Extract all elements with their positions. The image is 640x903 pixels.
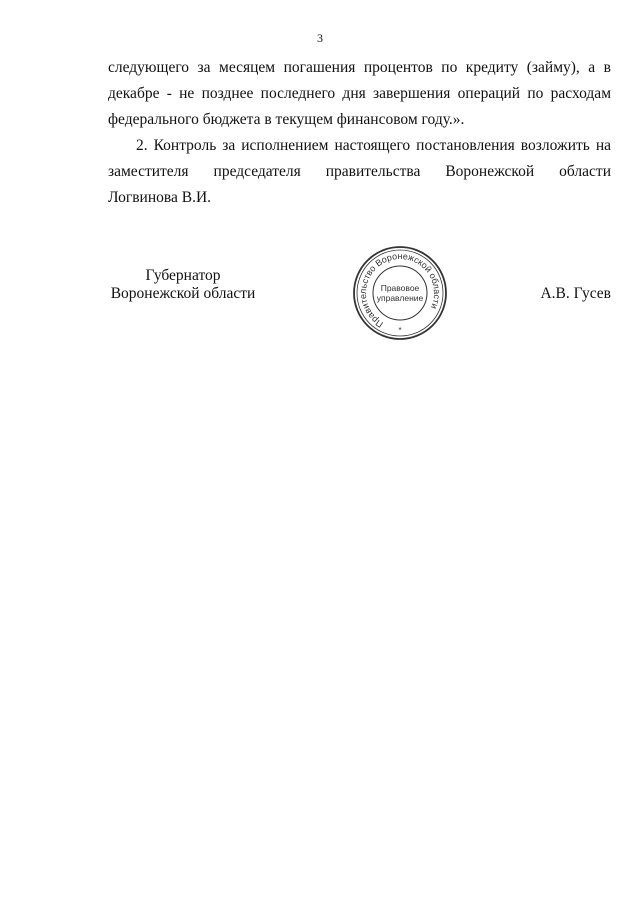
seal-ring-text: Правительство Воронежской области [357,250,443,330]
paragraph-1-line-1: следующего за месяцем погашения процентов по кредиту (займу), а в [108,59,611,76]
page-number: 3 [317,31,323,45]
paragraph-2-line-3: Логвинова В.И. [108,189,212,206]
signer-name: А.В. Гусев [540,285,611,302]
official-seal [352,245,448,341]
signer-title-line-1: Губернатор [145,267,221,284]
seal-graphic [352,245,448,341]
seal-center-line-1: Правовое [380,283,420,293]
paragraph-1-line-3: федерального бюджета в текущем финансовом году.». [108,111,465,128]
seal-center-line-2: управление [376,293,424,303]
seal-star: * [398,326,402,335]
signer-title-line-2: Воронежской области [110,285,256,302]
paragraph-1-line-2: декабре - не позднее последнего дня завершения операций по расходам [108,85,611,102]
paragraph-2-line-2: заместителя председателя правительства Воронежской области [108,163,611,180]
paragraph-2-line-1: 2. Контроль за исполнением настоящего постановления возложить на [136,137,611,154]
